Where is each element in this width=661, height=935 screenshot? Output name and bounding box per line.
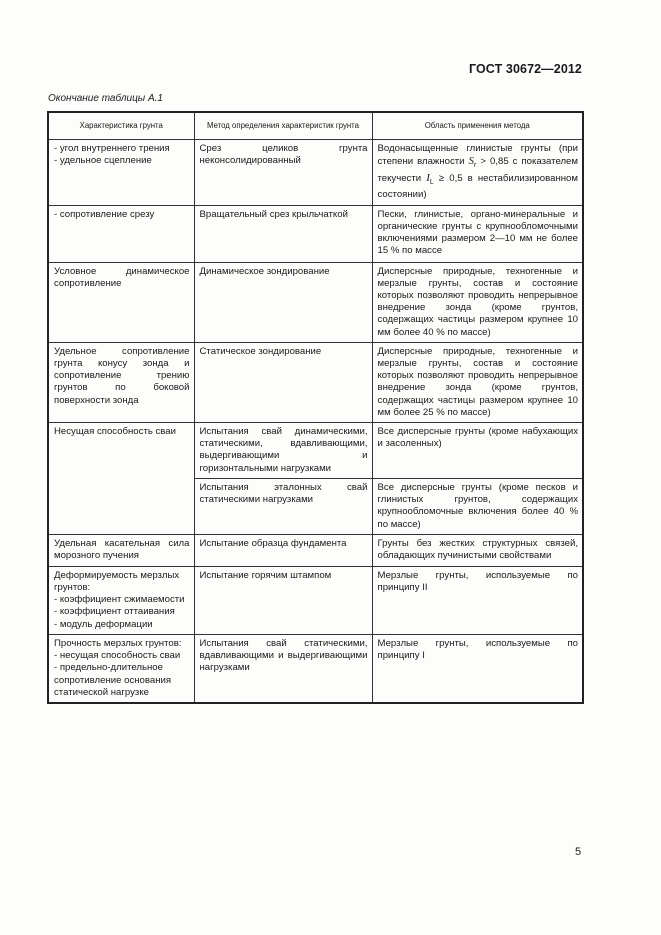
application-cell [372, 140, 583, 206]
characteristic-line: - удельное сцепление [54, 155, 152, 167]
application-text: Водонасыщенные глинистые грунты (при степени влажности [377, 143, 578, 168]
variable-s: S [468, 155, 475, 168]
method-cell: Вращательный срез крыльчаткой [194, 205, 372, 262]
characteristic-cell: Удельная касательная сила морозного пучения [48, 534, 194, 566]
page-number: 5 [575, 846, 582, 858]
variable-i: I [426, 172, 430, 185]
header-application-area: Область применения метода [372, 112, 583, 140]
characteristic-line: - предельно-длительное сопротивление основания статической нагрузке [54, 662, 172, 698]
application-cell: Дисперсные природные, техногенные и мерзлые грунты, состав и состояние которых позволяют проводить непрерывное внедрение зонда (кроме грунтов, содержащих частицы размером крупнее 10 мм более 40 % по массе) [372, 262, 583, 342]
characteristic-line: - угол внутреннего трения [54, 143, 170, 154]
header-soil-characteristic: Характеристика грунта [48, 112, 194, 140]
table-caption: Окончание таблицы А.1 [48, 93, 163, 104]
table-row [48, 205, 583, 262]
table-row [48, 634, 583, 703]
application-cell: Все дисперсные грунты (кроме набухающих и засоленных) [372, 423, 583, 479]
subscript-l: L [429, 179, 434, 187]
header-method: Метод определения характеристик грунта [194, 112, 372, 140]
subscript-r: r [474, 162, 477, 170]
application-cell: Дисперсные природные, техногенные и мерзлые грунты, состав и состояние которых позволяют проводить непрерывное внедрение зонда (кроме грунтов, содержащих частицы размером крупнее 10 мм более 25 % по массе) [372, 342, 583, 422]
method-cell: Испытание горячим штампом [194, 566, 372, 634]
method-cell: Динамическое зондирование [194, 262, 372, 342]
characteristic-line: - сопротивление срезу [54, 208, 155, 220]
table-row [48, 423, 583, 479]
method-cell: Испытание образца фундамента [194, 534, 372, 566]
method-cell: Статическое зондирование [194, 342, 372, 422]
characteristic-cell [48, 566, 194, 634]
characteristic-cell: Удельное сопротивление грунта конусу зонда и сопротивление трению грунтов по боковой поверхности зонда [48, 342, 194, 422]
table-row [48, 534, 583, 566]
application-cell: Грунты без жестких структурных связей, обладающих пучинистыми свойствами [372, 534, 583, 566]
characteristic-line: - модуль деформации [54, 618, 153, 630]
method-cell: Срез целиков грунта неконсолидированный [194, 140, 372, 206]
application-cell: Пески, глинистые, органо-минеральные и органические грунты с крупнообломочными включениями размером 2—10 мм не более 15 % по массе [372, 205, 583, 262]
characteristic-line: - несущая способность сваи [54, 650, 181, 662]
characteristic-cell [48, 205, 194, 262]
application-cell: Мерзлые грунты, используемые по принципу I [372, 634, 583, 703]
table-row [48, 342, 583, 422]
characteristic-cell: Условное динамическое сопротивление [48, 262, 194, 342]
application-text: ≥ 0,5 в нестабилизированном состоянии) [377, 173, 578, 201]
table-row [48, 262, 583, 342]
characteristic-line: Прочность мерзлых грунтов: [54, 637, 182, 649]
characteristic-line: - коэффициент сжимаемости [54, 594, 185, 606]
document-id: ГОСТ 30672—2012 [468, 62, 582, 76]
characteristic-cell: Несущая способность сваи [48, 423, 194, 535]
characteristic-cell [48, 634, 194, 703]
method-cell: Испытания эталонных свай статическими нагрузками [194, 479, 372, 535]
table-header-row [48, 112, 583, 140]
method-cell: Испытания свай динамическими, статическими, вдавливающими, выдергивающими и горизонтальными нагрузками [194, 423, 372, 479]
table-row [48, 140, 583, 206]
soil-methods-table [47, 111, 584, 704]
application-cell: Мерзлые грунты, используемые по принципу II [372, 566, 583, 634]
characteristic-cell [48, 140, 194, 206]
characteristic-line: Деформируемость мерзлых грунтов: [54, 569, 180, 594]
table-row [48, 566, 583, 634]
method-cell: Испытания свай статическими, вдавливающими и выдергивающими нагрузками [194, 634, 372, 703]
application-cell: Все дисперсные грунты (кроме песков и глинистых грунтов, содержащих крупнообломочные включения более 40 % по массе) [372, 479, 583, 535]
application-text: > 0,85 с показателем текучести [377, 156, 578, 185]
characteristic-line: - коэффициент оттаивания [54, 606, 175, 618]
